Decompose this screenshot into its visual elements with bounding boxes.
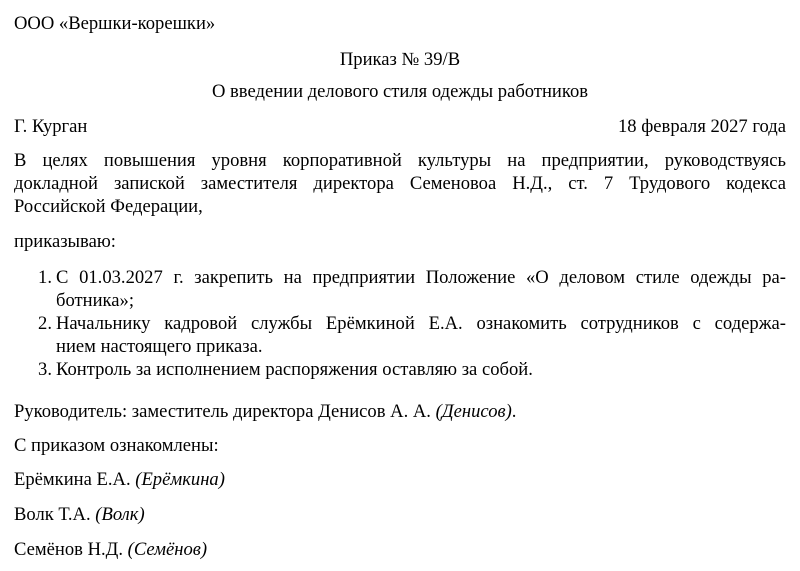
item-text-line: С 01.03.2027 г. закрепить на предприятии Положение «О деловом стиле одежды ра- <box>56 267 786 288</box>
director-label: Руководитель: заместитель директора Денисов А. А. <box>14 401 436 422</box>
acknowledged-label: С приказом ознакомлены: <box>14 435 219 456</box>
director-line-end: . <box>511 401 517 422</box>
item-number: 1. <box>38 267 52 288</box>
signatory-name: Волк Т.А. <box>14 504 96 525</box>
order-item <box>14 266 786 312</box>
order-word: приказываю: <box>14 231 116 252</box>
signatory-signature: (Волк) <box>95 504 145 525</box>
preamble-line: В целях повышения уровня корпоративной культуры на предприятии, руководствуясь <box>14 150 786 171</box>
signatory-name: Ерёмкина Е.А. <box>14 469 136 490</box>
city: Г. Курган <box>14 116 88 137</box>
item-text-line: Контроль за исполнением распоряжения оставляю за собой. <box>56 359 533 380</box>
order-item <box>14 312 786 358</box>
order-item <box>14 358 786 381</box>
preamble-line: докладной запиской заместителя директора Семеновоа Н.Д., ст. 7 Трудового кодекса <box>14 173 786 194</box>
order-date: 18 февраля 2027 года <box>618 116 786 137</box>
item-text <box>56 358 786 381</box>
order-title: Приказ № 39/В <box>339 49 461 70</box>
signatory-line <box>14 468 786 491</box>
item-text-line: нием настоящего приказа. <box>56 336 263 357</box>
order-items-list <box>14 266 786 381</box>
company-name: ООО «Вершки-корешки» <box>14 13 216 34</box>
item-text <box>56 312 786 358</box>
signatory-signature: (Ерёмкина) <box>135 469 225 490</box>
director-signature: (Денисов) <box>435 401 512 422</box>
preamble-line: Российской Федерации, <box>14 196 203 217</box>
signatory-name: Семёнов Н.Д. <box>14 539 128 560</box>
order-subtitle: О введении делового стиля одежды работников <box>211 81 589 102</box>
city-date-row <box>14 115 786 138</box>
item-number: 2. <box>38 313 52 334</box>
item-number: 3. <box>38 359 52 380</box>
item-text <box>56 266 786 312</box>
signatory-line <box>14 538 786 561</box>
director-line <box>14 400 786 423</box>
signatory-line <box>14 503 786 526</box>
item-text-line: Начальнику кадровой службы Ерёмкиной Е.А. ознакомить сотрудников с содержа- <box>56 313 786 334</box>
item-text-line: ботника»; <box>56 290 135 311</box>
preamble <box>14 149 786 218</box>
signatory-signature: (Семёнов) <box>127 539 208 560</box>
